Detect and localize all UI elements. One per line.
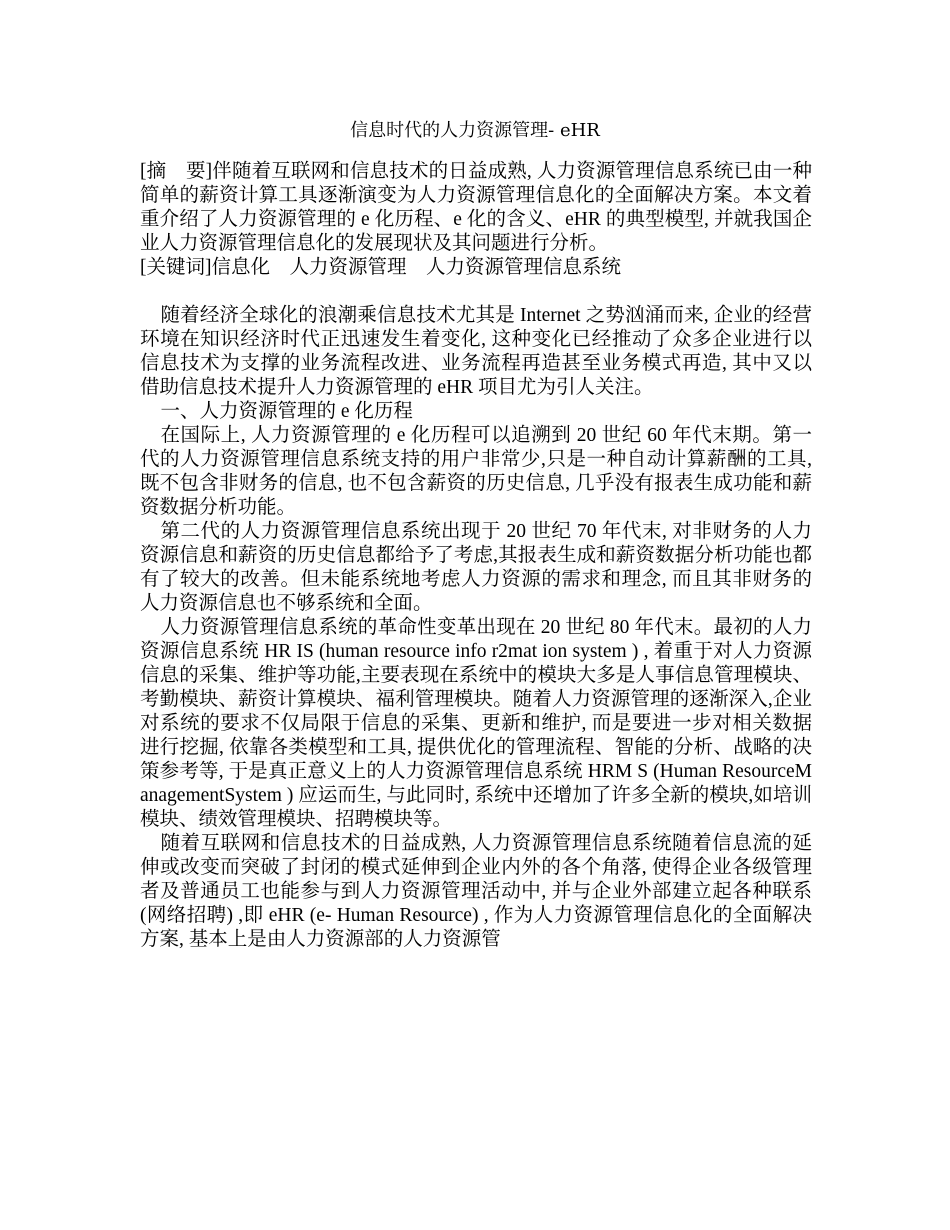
- body-paragraph: 随着互联网和信息技术的日益成熟, 人力资源管理信息系统随着信息流的延伸或改变而突破了封闭的模式延伸到企业内外的各个角落, 使得企业各级管理者及普通员工也能参与到人力资源管理活动中, 并与企业外部建立起各种联系(网络招聘) ,即 eHR (e- Human Resource) , 作为人力资源管理信息化的全面解决方案, 基本上是由人力资源部的人力资源管: [140, 833, 812, 950]
- section-heading: 一、人力资源管理的 e 化历程: [160, 401, 413, 422]
- document-body: [140, 160, 812, 952]
- paragraph-spacer: [140, 280, 812, 304]
- body-paragraph: 人力资源管理信息系统的革命性变革出现在 20 世纪 80 年代末。最初的人力资源信息系统 HR IS (human resource info r2mat ion system ) , 着重于对人力资源信息的采集、维护等功能,主要表现在系统中的模块大多是人事信息管理模块、考勤模块、薪资计算模块、福利管理模块。随着人力资源管理的逐渐深入,企业对系统的要求不仅局限于信息的采集、更新和维护, 而是要进一步对相关数据进行挖掘, 依靠各类模型和工具, 提供优化的管理流程、智能的分析、战略的决策参考等, 于是真正意义上的人力资源管理信息系统 HRM S (Human ResourceM anagementSystem ) 应运而生, 与此同时, 系统中还增加了许多全新的模块,如培训模块、绩效管理模块、招聘模块等。: [140, 617, 812, 830]
- body-paragraph: 第二代的人力资源管理信息系统出现于 20 世纪 70 年代末, 对非财务的人力资源信息和薪资的历史信息都给予了考虑,其报表生成和薪资数据分析功能也都有了较大的改善。但未能系统地考虑人力资源的需求和理念, 而且其非财务的人力资源信息也不够系统和全面。: [140, 521, 812, 614]
- abstract-paragraph: [摘 要]伴随着互联网和信息技术的日益成熟, 人力资源管理信息系统已由一种简单的薪资计算工具逐渐演变为人力资源管理信息化的全面解决方案。本文着重介绍了人力资源管理的 e 化历程、e 化的含义、eHR 的典型模型, 并就我国企业人力资源管理信息化的发展现状及其问题进行分析。: [140, 161, 812, 254]
- body-paragraph: 随着经济全球化的浪潮乘信息技术尤其是 Internet 之势汹涌而来, 企业的经营环境在知识经济时代正迅速发生着变化, 这种变化已经推动了众多企业进行以信息技术为支撑的业务流程改进、业务流程再造甚至业务模式再造, 其中又以借助信息技术提升人力资源管理的 eHR 项目尤为引人关注。: [140, 305, 812, 398]
- keywords-line: [关键词]信息化 人力资源管理 人力资源管理信息系统: [140, 257, 621, 278]
- document-title: 信息时代的人力资源管理- eHR: [350, 120, 600, 141]
- body-paragraph: 在国际上, 人力资源管理的 e 化历程可以追溯到 20 世纪 60 年代末期。第一代的人力资源管理信息系统支持的用户非常少,只是一种自动计算薪酬的工具, 既不包含非财务的信息, 也不包含薪资的历史信息, 几乎没有报表生成功能和薪资数据分析功能。: [140, 425, 812, 518]
